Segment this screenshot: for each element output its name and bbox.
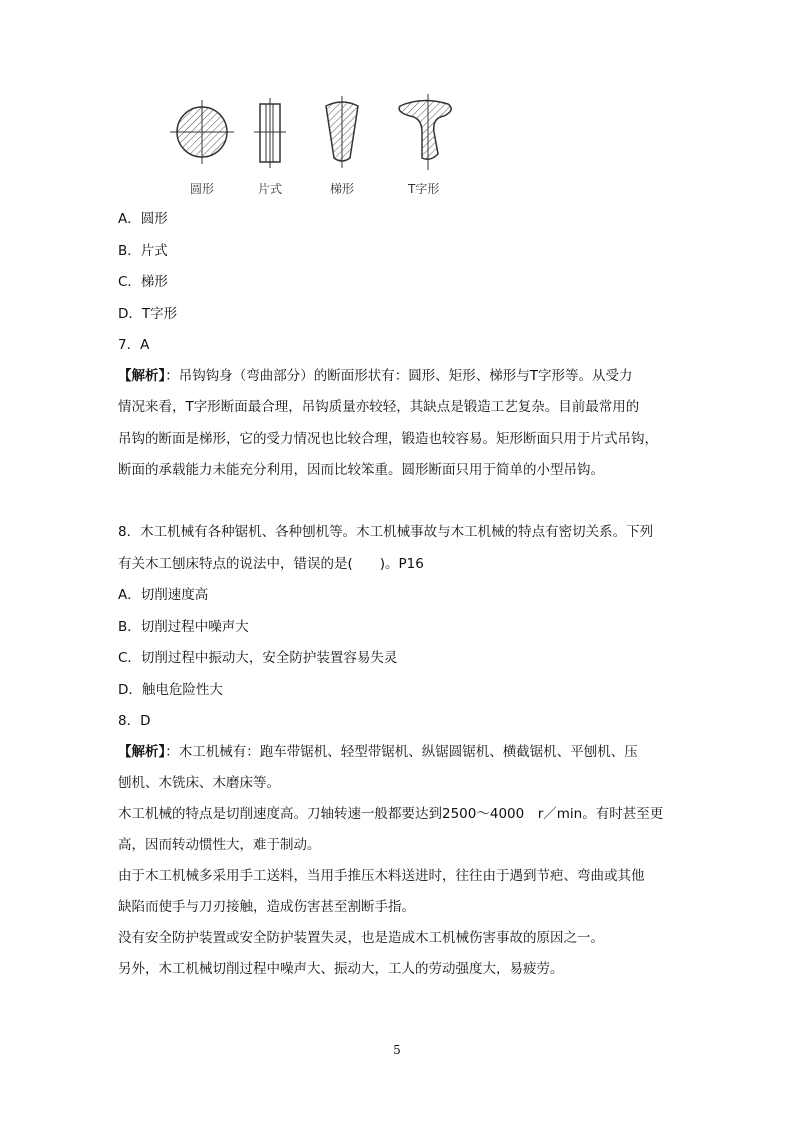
q8-answer: 8．D: [118, 713, 151, 729]
figure-label-t-shape: T字形: [408, 182, 440, 196]
q8-analysis-head: 【解析】: [118, 744, 166, 760]
q7-option-b: B．片式: [118, 243, 168, 259]
q8-paragraph-line-2: 高，因而转动惯性大，难于制动。: [118, 837, 321, 853]
q8-question-line-1: 8．木工机械有各种锯机、各种刨机等。木工机械事故与木工机械的特点有密切关系。下列: [118, 524, 654, 540]
hook-section-figure: [160, 92, 520, 196]
figure-label-plate: 片式: [258, 182, 283, 196]
q7-analysis-head: 【解析】: [118, 368, 166, 384]
q7-answer: 7．A: [118, 337, 150, 353]
hook-section-drawing: [160, 92, 520, 182]
page-number: 5: [393, 1043, 401, 1057]
q8-option-a: A．切削速度高: [118, 587, 209, 603]
q8-option-c: C．切削过程中振动大，安全防护装置容易失灵: [118, 650, 398, 666]
q8-paragraph-line-4: 缺陷而使手与刀刃接触，造成伤害甚至割断手指。: [118, 899, 415, 915]
q8-paragraph-line-5: 没有安全防护装置或安全防护装置失灵，也是造成木工机械伤害事故的原因之一。: [118, 930, 604, 946]
q7-analysis-line-1: 【解析】：吊钩钩身（弯曲部分）的断面形状有：圆形、矩形、梯形与T字形等。从受力: [118, 368, 633, 384]
trapezoid-section-icon: [326, 96, 358, 168]
q8-option-b: B．切削过程中噪声大: [118, 619, 249, 635]
q8-paragraph-line-6: 另外，木工机械切削过程中噪声大、振动大，工人的劳动强度大，易疲劳。: [118, 961, 564, 977]
plate-section-icon: [254, 98, 286, 168]
q8-analysis-line-1: 【解析】：木工机械有：跑车带锯机、轻型带锯机、纵锯圆锯机、横截锯机、平刨机、压: [118, 744, 638, 760]
q8-paragraph-line-3: 由于木工机械多采用手工送料，当用手推压木料送进时，往往由于遇到节疤、弯曲或其他: [118, 868, 645, 884]
circle-section-icon: [170, 100, 234, 164]
q7-option-d: D．T字形: [118, 306, 178, 322]
q8-analysis-line-2: 刨机、木铣床、木磨床等。: [118, 775, 280, 791]
q8-paragraph-line-1: 木工机械的特点是切削速度高。刀轴转速一般都要达到2500～4000 r／min。有时甚至更: [118, 806, 664, 822]
q8-option-d: D．触电危险性大: [118, 682, 223, 698]
q7-option-c: C．梯形: [118, 274, 168, 290]
figure-label-trapezoid: 梯形: [330, 182, 355, 196]
figure-label-circle: 圆形: [190, 182, 215, 196]
q7-analysis-line-3: 吊钩的断面是梯形，它的受力情况也比较合理，锻造也较容易。矩形断面只用于片式吊钩，: [118, 431, 658, 447]
q8-question-line-2: 有关木工刨床特点的说法中，错误的是( )。P16: [118, 556, 424, 572]
q7-analysis-line-4: 断面的承载能力未能充分利用，因而比较笨重。圆形断面只用于简单的小型吊钩。: [118, 462, 604, 478]
t-section-icon: [399, 94, 451, 170]
q7-option-a: A．圆形: [118, 211, 168, 227]
q7-analysis-line-2: 情况来看，T字形断面最合理，吊钩质量亦较轻，其缺点是锻造工艺复杂。目前最常用的: [118, 399, 640, 415]
